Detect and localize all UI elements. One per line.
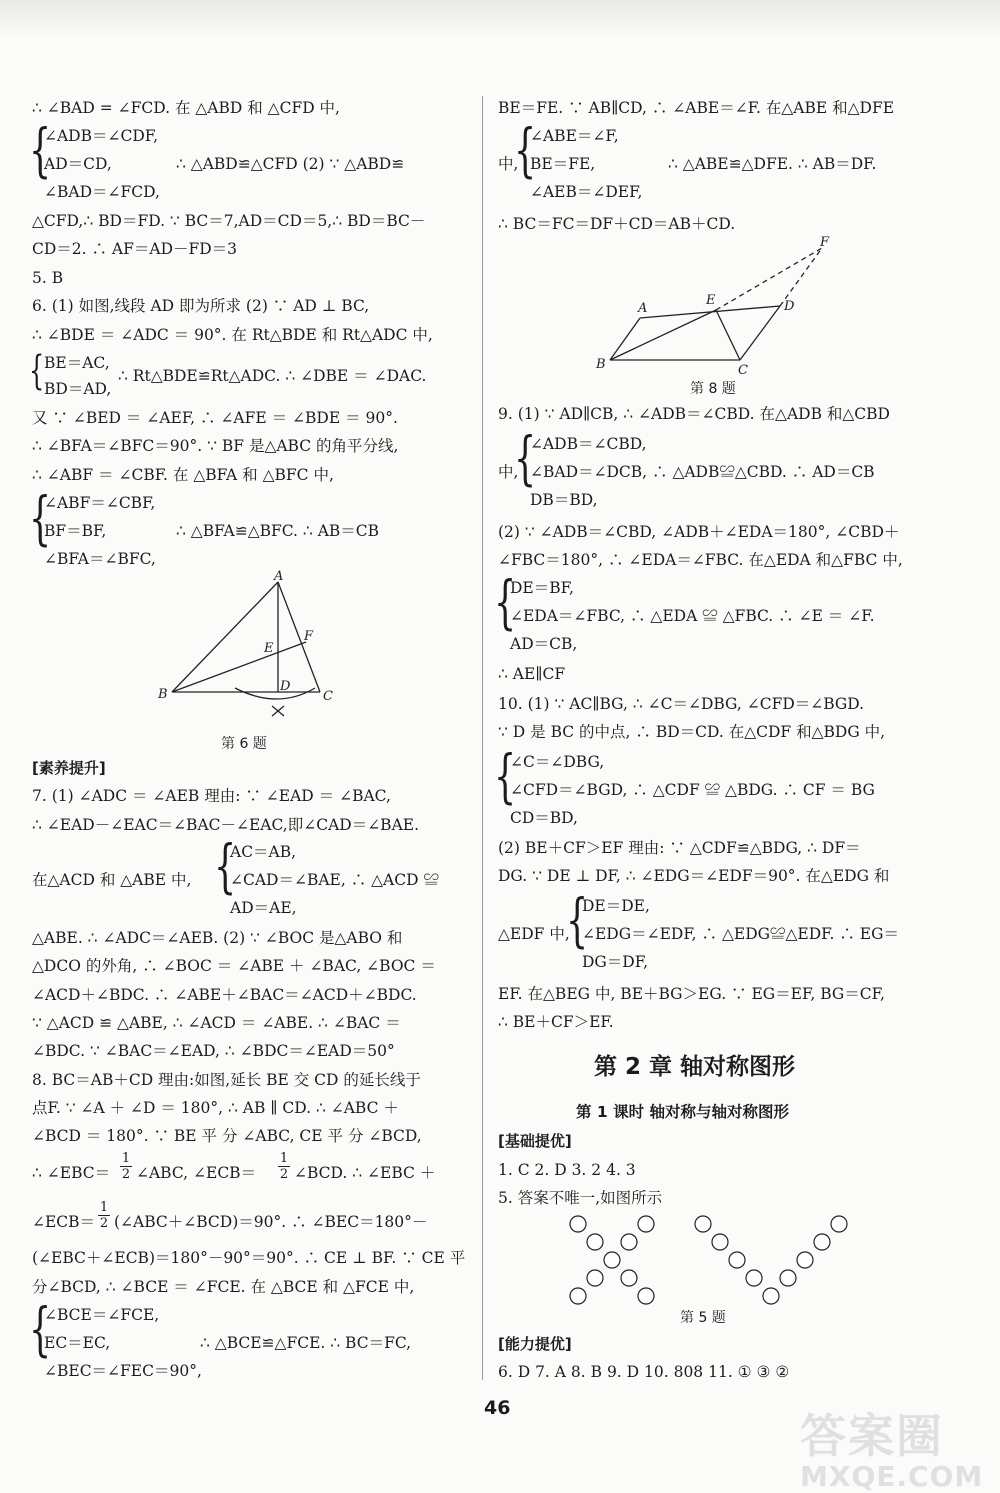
text-line: ∴ ∠BDE ＝ ∠ADC ＝ 90°. 在 Rt△BDE 和 Rt△ADC 中,	[32, 326, 433, 344]
segment-AB	[610, 318, 640, 360]
segment-EC	[716, 310, 740, 360]
text-line: 在△ACD 和 △ABE 中,	[32, 871, 192, 889]
text-line: △ABE. ∴ ∠ADC＝∠AEB. (2) ∵ ∠BOC 是△ABO 和	[32, 929, 403, 947]
system-eq: BD＝AD,	[44, 380, 112, 398]
system-eq: ∠C＝∠DBG,	[510, 753, 605, 771]
lesson-title: 第 1 课时 轴对称与轴对称图形	[576, 1103, 789, 1121]
text-line: ∠ECB＝	[32, 1213, 96, 1231]
answer-line: 1. C 2. D 3. 2 4. 3	[498, 1161, 636, 1179]
fraction-half	[278, 1151, 290, 1182]
construction-arc	[235, 688, 315, 699]
text-line: △DCO 的外角, ∴ ∠BOC ＝ ∠ABE ＋ ∠BAC, ∠BOC ＝	[32, 957, 436, 975]
text-line: (2) BE＋CF＞EF 理由: ∵ △CDF≌△BDG, ∴ DF＝	[498, 839, 861, 857]
system-brace: {	[29, 348, 45, 394]
fraction-denominator: 2	[121, 1167, 131, 1182]
figure-8	[590, 235, 840, 378]
system-eq: ∠BAD＝∠FCD,	[44, 183, 160, 201]
circle	[746, 1270, 762, 1286]
system-brace: {	[494, 742, 517, 810]
text-line: ∴ △ABD≌△CFD (2) ∵ △ABD≌	[176, 155, 405, 173]
fraction-numerator: 1	[121, 1151, 131, 1166]
watermark-url: MXQE.COM	[800, 1460, 984, 1493]
figure-6	[150, 570, 350, 730]
label-F: F	[820, 235, 830, 250]
system-eq: ∠AEB＝∠DEF,	[530, 183, 643, 201]
text-line: ∠BCD. ∴ ∠EBC ＋	[294, 1164, 436, 1182]
text-line: ∠FBC＝180°, ∴ ∠EDA＝∠FBC. 在△EDA 和△FBC 中,	[498, 551, 903, 569]
figure-caption: 第 5 题	[680, 1310, 726, 1326]
label-E: E	[706, 293, 716, 308]
circle	[638, 1216, 654, 1232]
system-eq: ∠CAD＝∠BAE, ∴ △ACD ≌	[230, 871, 439, 889]
text-line: 8. BC＝AB＋CD 理由:如图,延长 BE 交 CD 的延长线于	[32, 1071, 421, 1089]
system-eq: AC＝AB,	[230, 843, 297, 861]
section-heading: [能力提优]	[498, 1335, 572, 1353]
system-eq: ∠BEC＝∠FEC＝90°,	[44, 1362, 202, 1380]
segment-AC	[278, 582, 320, 692]
text-line: ∴ ∠BAD = ∠FCD. 在 △ABD 和 △CFD 中,	[32, 99, 340, 117]
circle	[831, 1216, 847, 1232]
text-line: EF. 在△BEG 中, BE＋BG＞EG. ∵ EG＝EF, BG＝CF,	[498, 985, 885, 1003]
label-B: B	[596, 357, 606, 372]
system-eq: AD＝CB,	[510, 635, 578, 653]
fraction-denominator: 2	[279, 1167, 289, 1182]
fraction-half	[98, 1200, 110, 1231]
label-A: A	[638, 301, 648, 316]
fraction-numerator: 1	[99, 1200, 109, 1215]
text-line: 点F. ∵ ∠A ＋ ∠D ＝ 180°, ∴ AB ∥ CD. ∴ ∠ABC ＋	[32, 1099, 399, 1117]
label-E: E	[264, 641, 274, 656]
text-line: DG. ∵ DE ⊥ DF, ∴ ∠EDG＝∠EDF＝90°. 在△EDG 和	[498, 867, 890, 885]
system-brace: {	[494, 568, 517, 636]
answer-line: 6. D 7. A 8. B 9. D 10. 808 11. ① ③ ②	[498, 1363, 790, 1381]
system-eq: ∠CFD＝∠BGD, ∴ △CDF ≌ △BDG. ∴ CF ＝ BG	[510, 781, 875, 799]
fraction-denominator: 2	[99, 1216, 109, 1231]
circle	[570, 1288, 586, 1304]
circle	[763, 1288, 779, 1304]
system-eq: DG＝DF,	[582, 953, 649, 971]
system-eq: ∠EDA＝∠FBC, ∴ △EDA ≌ △FBC. ∴ ∠E ＝ ∠F.	[510, 607, 875, 625]
system-brace: {	[29, 484, 52, 552]
text-line: △EDF 中,	[498, 925, 570, 943]
text-line: ∵ D 是 BC 的中点, ∴ BD＝CD. 在△CDF 和△BDG 中,	[498, 723, 886, 741]
text-line: 中,	[498, 155, 519, 173]
circle	[712, 1234, 728, 1250]
text-line: 7. (1) ∠ADC ＝ ∠AEB 理由: ∵ ∠EAD ＝ ∠BAC,	[32, 787, 391, 805]
label-C: C	[323, 689, 333, 704]
column-divider	[482, 96, 483, 1380]
system-eq: ∠BCE＝∠FCE,	[44, 1306, 160, 1324]
circle	[638, 1288, 654, 1304]
text-line: 中,	[498, 463, 519, 481]
text-line: ∴ BE＋CF＞EF.	[498, 1013, 614, 1031]
segment-EF-dashed	[716, 248, 822, 310]
system-eq: DE＝DE,	[582, 897, 650, 915]
label-B: B	[158, 687, 168, 702]
system-eq: BE＝AC,	[44, 354, 110, 372]
system-eq: ∠EDG＝∠EDF, ∴ △EDG≌△EDF. ∴ EG＝	[582, 925, 899, 943]
system-eq: CD＝BD,	[510, 809, 578, 827]
watermark-logo	[800, 1400, 983, 1493]
figure-5	[560, 1214, 860, 1314]
label-A: A	[274, 569, 284, 584]
text-line: ∠BDC. ∵ ∠BAC＝∠EAD, ∴ ∠BDC＝∠EAD＝50°	[32, 1042, 395, 1060]
system-eq: AD＝AE,	[230, 899, 297, 917]
circle	[604, 1252, 620, 1268]
system-eq: ∠ADB＝∠CBD,	[530, 435, 647, 453]
segment-AB	[172, 582, 278, 692]
fraction-half	[120, 1151, 132, 1182]
system-eq: ∠ADB＝∠CDF,	[44, 127, 159, 145]
system-eq: BE＝FE,	[530, 155, 596, 173]
text-line: 9. (1) ∵ AD∥CB, ∴ ∠ADB＝∠CBD. 在△ADB 和△CBD	[498, 405, 890, 423]
circle	[729, 1252, 745, 1268]
circle	[814, 1234, 830, 1250]
circle	[587, 1270, 603, 1286]
system-eq: DE＝BF,	[510, 579, 574, 597]
segment-DC	[740, 306, 780, 360]
text-line: ∴ AE∥CF	[498, 665, 566, 683]
text-line: ∴ Rt△BDE≌Rt△ADC. ∴ ∠DBE ＝ ∠DAC.	[118, 367, 427, 385]
text-line: ∴ △BFA≌△BFC. ∴ AB＝CB	[176, 522, 380, 540]
circle	[780, 1270, 796, 1286]
text-line: ∴ ∠EBC＝	[32, 1164, 111, 1182]
text-line: 5. 答案不唯一,如图所示	[498, 1189, 663, 1207]
system-eq: EC＝EC,	[44, 1334, 111, 1352]
text-line: △CFD,∴ BD＝FD. ∵ BC＝7,AD＝CD＝5,∴ BD＝BC－	[32, 212, 426, 230]
system-brace: {	[214, 832, 237, 900]
system-brace: {	[29, 116, 52, 184]
circle	[621, 1270, 637, 1286]
text-line: 6. (1) 如图,线段 AD 即为所求 (2) ∵ AD ⊥ BC,	[32, 297, 370, 315]
scan-top-shadow	[0, 0, 1000, 38]
text-line: ∠ACD＋∠BDC. ∴ ∠ABE＋∠BAC＝∠ACD＋∠BDC.	[32, 986, 417, 1004]
text-line: 10. (1) ∵ AC∥BG, ∴ ∠C＝∠DBG, ∠CFD＝∠BGD.	[498, 695, 865, 713]
segment-DF-dashed	[780, 248, 822, 306]
text-line: CD＝2. ∴ AF＝AD－FD＝3	[32, 240, 238, 258]
text-line: ∵ △ACD ≌ △ABE, ∴ ∠ACD ＝ ∠ABE. ∴ ∠BAC ＝	[32, 1014, 401, 1032]
system-eq: ∠BAD＝∠DCB, ∴ △ADB≌△CBD. ∴ AD＝CB	[530, 463, 875, 481]
text-line: ∴ ∠EAD－∠EAC＝∠BAC－∠EAC,即∠CAD＝∠BAE.	[32, 816, 420, 834]
figure-caption: 第 8 题	[690, 381, 736, 397]
text-line: 又 ∵ ∠BED ＝ ∠AEF, ∴ ∠AFE ＝ ∠BDE ＝ 90°.	[32, 409, 398, 427]
text-line: ∴ ∠ABF ＝ ∠CBF. 在 △BFA 和 △BFC 中,	[32, 466, 334, 484]
label-D: D	[280, 679, 291, 694]
text-line: (∠ABC＋∠BCD)＝90°. ∴ ∠BEC＝180°－	[114, 1213, 428, 1231]
text-line: ∴ BC＝FC＝DF＋CD＝AB＋CD.	[498, 215, 736, 233]
text-line: 分∠BCD, ∴ ∠BCE ＝ ∠FCE. 在 △BCE 和 △FCE 中,	[32, 1278, 415, 1296]
system-brace: {	[29, 1295, 52, 1363]
system-brace: {	[566, 886, 589, 954]
fraction-numerator: 1	[279, 1151, 289, 1166]
text-line: ∴ ∠BFA＝∠BFC＝90°. ∵ BF 是△ABC 的角平分线,	[32, 437, 399, 455]
circle	[587, 1234, 603, 1250]
system-brace: {	[514, 424, 537, 492]
system-eq: DB＝BD,	[530, 491, 598, 509]
text-line: BE＝FE. ∵ AB∥CD, ∴ ∠ABE＝∠F. 在△ABE 和△DFE	[498, 99, 895, 117]
system-eq: BF＝BF,	[44, 522, 107, 540]
chapter-title: 第 2 章 轴对称图形	[594, 1054, 796, 1080]
system-eq: ∠BFA＝∠BFC,	[44, 550, 156, 568]
page-number: 46	[484, 1397, 511, 1419]
figure-caption: 第 6 题	[221, 736, 267, 752]
text-line: (∠EBC＋∠ECB)＝180°－90°＝90°. ∴ CE ⊥ BF. ∵ CE 平	[32, 1249, 466, 1267]
label-D: D	[784, 299, 795, 314]
system-eq: ∠ABE＝∠F,	[530, 127, 619, 145]
text-line: ∴ △ABE≌△DFE. ∴ AB＝DF.	[668, 155, 877, 173]
circle	[695, 1216, 711, 1232]
section-heading: [基础提优]	[498, 1132, 572, 1150]
circle	[570, 1216, 586, 1232]
watermark-text: 答案圈	[800, 1409, 944, 1463]
system-brace: {	[514, 116, 537, 184]
system-eq: ∠ABF＝∠CBF,	[44, 494, 156, 512]
circle	[797, 1252, 813, 1268]
text-line: ∴ △BCE≌△FCE. ∴ BC＝FC,	[200, 1334, 412, 1352]
answer-line: 5. B	[32, 269, 64, 287]
label-C: C	[738, 363, 748, 378]
circle	[621, 1234, 637, 1250]
system-eq: AD＝CD,	[44, 155, 112, 173]
text-line: ∠BCD ＝ 180°. ∵ BE 平 分 ∠ABC, CE 平 分 ∠BCD,	[32, 1127, 422, 1145]
text-line: ∠ABC, ∠ECB＝	[136, 1164, 257, 1182]
segment-BE	[610, 310, 716, 360]
label-F: F	[304, 629, 314, 644]
text-line: (2) ∵ ∠ADB＝∠CBD, ∠ADB＋∠EDA＝180°, ∠CBD＋	[498, 523, 900, 541]
section-heading: [素养提升]	[32, 759, 106, 777]
